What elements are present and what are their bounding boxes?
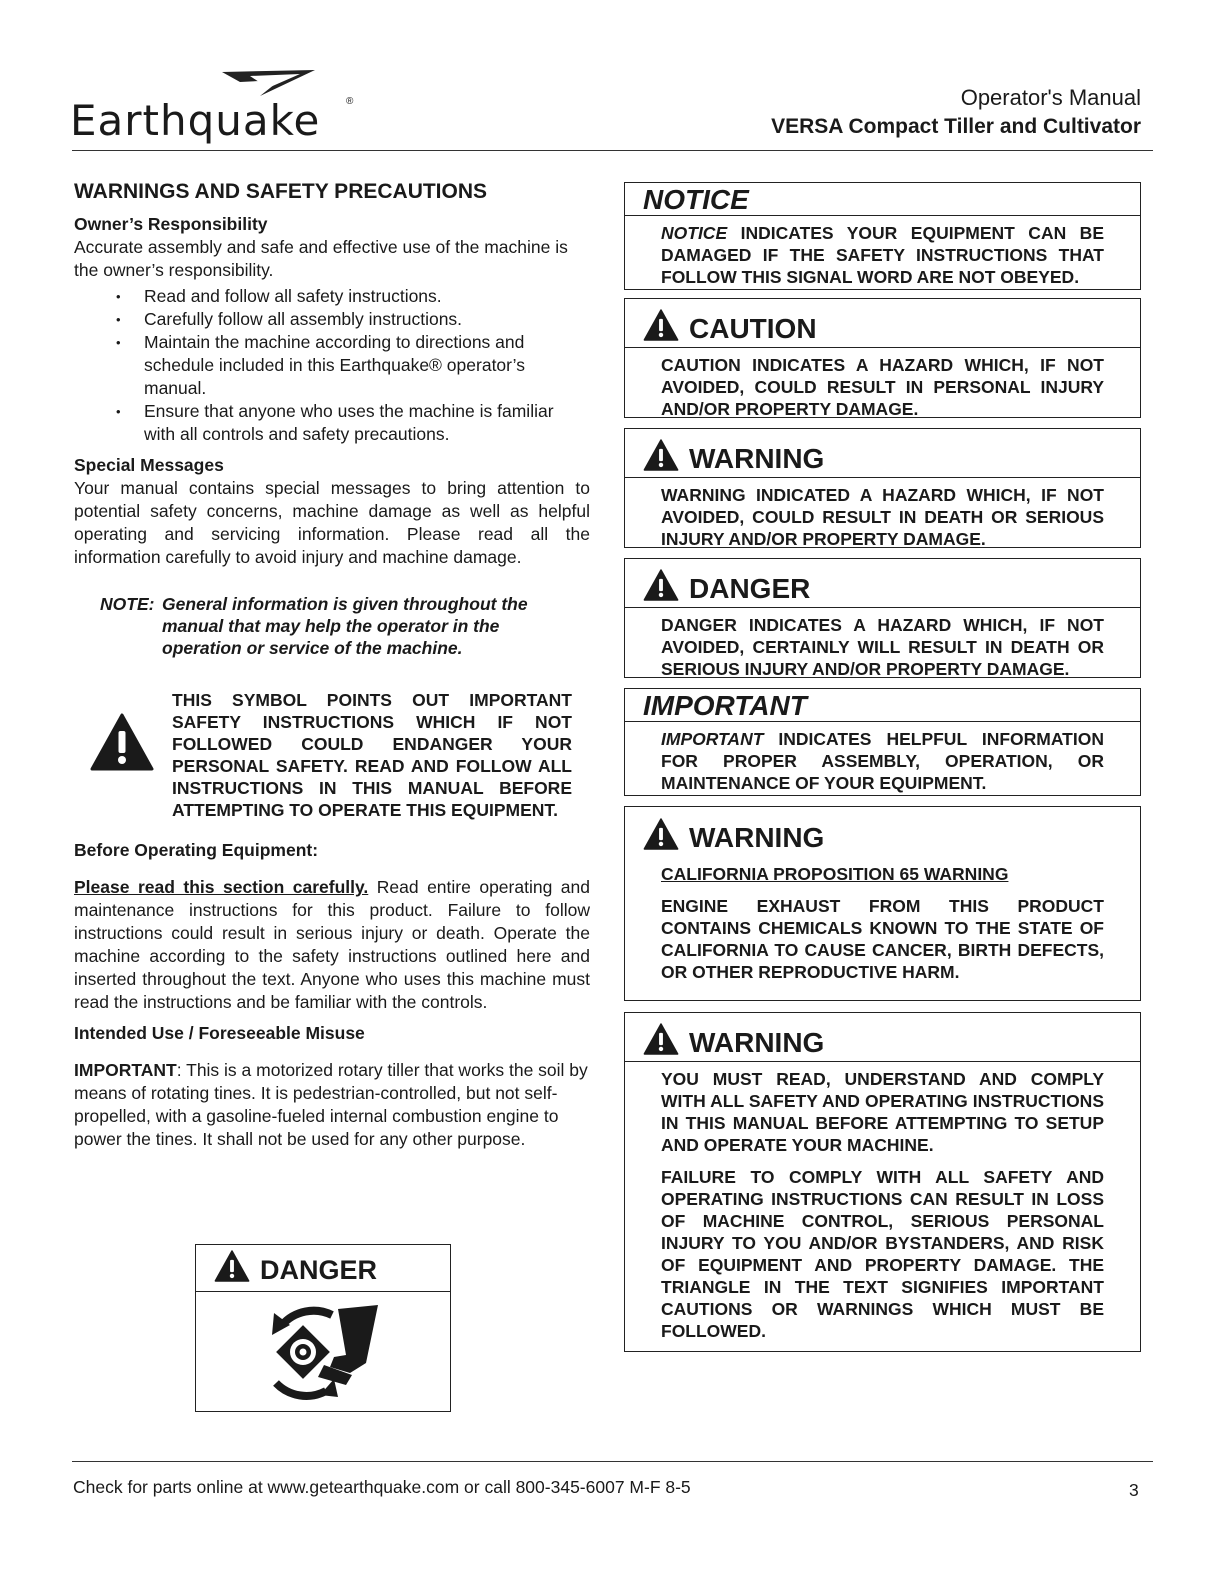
- left-column: [74, 180, 590, 1151]
- notice-lead: NOTICE: [661, 223, 728, 243]
- warning-1-title: WARNING: [689, 443, 825, 474]
- important-body: INDICATES HELPFUL INFORMATION FOR PROPER ASSEMBLY, OPERATION, OR MAINTENANCE OF YOUR EQUIPMENT.: [661, 729, 1104, 793]
- danger-decal-title: DANGER: [260, 1255, 378, 1285]
- footer-rule: [72, 1461, 1153, 1462]
- important-title: IMPORTANT: [625, 689, 1140, 722]
- warning-3-text-2: FAILURE TO COMPLY WITH ALL SAFETY AND OPERATING INSTRUCTIONS CAN RESULT IN LOSS OF MACHINE CONTROL, SERIOUS PERSONAL INJURY TO YOU AND/OR BYSTANDERS, AND RISK OF EQUIPMENT AND PROPERTY DAMAGE. THE TRIANGLE IN THE TEXT SIGNIFIES IMPORTANT CAUTIONS OR WARNINGS WHICH MUST BE FOLLOWED.: [661, 1167, 1104, 1341]
- logo-wordmark: Earthquake: [70, 96, 321, 145]
- warning-3-title: WARNING: [689, 1027, 825, 1058]
- intended-text: [74, 1059, 590, 1151]
- page-number: 3: [1129, 1480, 1139, 1500]
- owner-heading: Owner’s Responsibility: [74, 214, 268, 234]
- important-box: [624, 688, 1141, 796]
- note-text: General information is given throughout the manual that may help the operator in the operation or service of the machine.: [162, 594, 528, 658]
- warning-3-header: [625, 1013, 1140, 1062]
- before-lead: Please read this section carefully.: [74, 877, 369, 897]
- rotating-tine-hand-icon: [254, 1303, 394, 1403]
- important-text: [625, 722, 1140, 794]
- warning-2-header: [625, 807, 1140, 855]
- warning-box-3: [624, 1012, 1141, 1352]
- warning-2-title: WARNING: [689, 822, 825, 853]
- symbol-text: THIS SYMBOL POINTS OUT IMPORTANT SAFETY INSTRUCTIONS WHICH IF NOT FOLLOWED COULD ENDANGER YOUR PERSONAL SAFETY. READ AND FOLLOW ALL INSTRUCTIONS IN THIS MANUAL BEFORE ATTEMPTING TO OPERATE THIS EQUIPMENT.: [172, 690, 572, 820]
- warning-triangle-icon: [643, 569, 679, 601]
- danger-text: DANGER INDICATES A HAZARD WHICH, IF NOT AVOIDED, CERTAINLY WILL RESULT IN DEATH OR SERIOUS INJURY AND/OR PROPERTY DAMAGE.: [661, 615, 1104, 679]
- section-title: WARNINGS AND SAFETY PRECAUTIONS: [74, 180, 488, 203]
- list-item: • Ensure that anyone who uses the machine is familiar with all controls and safety precautions.: [74, 400, 574, 446]
- warning-1-header: [625, 429, 1140, 478]
- special-text: Your manual contains special messages to bring attention to potential safety concerns, machine damage as well as helpful operating and servicing information. Please read all the information carefully to avoid injury and machine damage.: [74, 478, 590, 567]
- owner-bullet-list: [74, 285, 590, 446]
- list-item: • Carefully follow all assembly instructions.: [74, 308, 574, 331]
- list-item: • Read and follow all safety instructions.: [74, 285, 574, 308]
- owner-text: Accurate assembly and safe and effective use of the machine is the owner’s responsibility.: [74, 237, 568, 280]
- warning-triangle-icon: [643, 818, 679, 850]
- caution-title: CAUTION: [689, 313, 817, 344]
- earthquake-logo: [70, 68, 370, 148]
- before-heading: Before Operating Equipment:: [74, 840, 319, 860]
- prop65-subtitle: CALIFORNIA PROPOSITION 65 WARNING: [661, 864, 1009, 884]
- danger-decal: [195, 1244, 451, 1412]
- note-label: NOTE:: [100, 594, 155, 614]
- logo-swoosh-icon: [220, 68, 320, 98]
- danger-box: [624, 558, 1141, 678]
- danger-title: DANGER: [689, 573, 811, 604]
- before-body: Read entire operating and maintenance instructions for this product. Failure to follow instructions could result in serious injury or death. Operate the machine according to the safety instructions outlined here and inserted throughout the text. Anyone who uses this machine must read the instructions and be familiar with the controls.: [74, 877, 590, 1012]
- special-heading: Special Messages: [74, 455, 224, 475]
- warning-box-1: [624, 428, 1141, 548]
- doc-type: Operator's Manual: [960, 85, 1141, 110]
- warning-box-prop65: [624, 806, 1141, 1001]
- caution-text: CAUTION INDICATES A HAZARD WHICH, IF NOT AVOIDED, COULD RESULT IN PERSONAL INJURY AND/OR PROPERTY DAMAGE.: [661, 355, 1104, 419]
- before-text: [74, 876, 590, 1014]
- caution-header: [625, 299, 1140, 348]
- important-label: IMPORTANT: [74, 1060, 177, 1080]
- intended-heading: Intended Use / Foreseeable Misuse: [74, 1023, 365, 1043]
- warning-triangle-icon: [643, 1023, 679, 1055]
- safety-symbol-block: [74, 689, 590, 825]
- note-block: [74, 593, 552, 659]
- product-name: VERSA Compact Tiller and Cultivator: [771, 115, 1141, 138]
- prop65-text: ENGINE EXHAUST FROM THIS PRODUCT CONTAINS CHEMICALS KNOWN TO THE STATE OF CALIFORNIA TO CAUSE CANCER, BIRTH DEFECTS, OR OTHER REPRODUCTIVE HARM.: [661, 896, 1104, 982]
- warning-triangle-icon: [214, 1250, 250, 1282]
- warning-triangle-icon: [643, 309, 679, 341]
- notice-text: [625, 216, 1140, 288]
- footer-text: Check for parts online at www.getearthquake.com or call 800-345-6007 M-F 8-5: [73, 1477, 691, 1497]
- important-lead: IMPORTANT: [661, 729, 764, 749]
- warning-2-content: [625, 855, 1140, 983]
- danger-header: [625, 559, 1140, 608]
- warning-3-text-1: YOU MUST READ, UNDERSTAND AND COMPLY WITH ALL SAFETY AND OPERATING INSTRUCTIONS IN THIS MANUAL BEFORE ATTEMPTING TO SETUP AND OPERATE YOUR MACHINE.: [661, 1069, 1104, 1155]
- notice-body: INDICATES YOUR EQUIPMENT CAN BE DAMAGED IF THE SAFETY INSTRUCTIONS THAT FOLLOW THIS SIGNAL WORD ARE NOT OBEYED.: [661, 223, 1104, 287]
- danger-decal-header: [196, 1245, 450, 1292]
- notice-title: NOTICE: [625, 183, 1140, 216]
- intended-body: : This is a motorized rotary tiller that works the soil by means of rotating tines. It is pedestrian-controlled, but not self-propelled, with a gasoline-fueled internal combustion engine to power the tines. It shall not be used for any other purpose.: [74, 1060, 588, 1149]
- list-item: • Maintain the machine according to directions and schedule included in this Earthquake® operator’s manual.: [74, 331, 574, 400]
- logo-registered-mark: ®: [346, 96, 354, 107]
- caution-box: [624, 298, 1141, 418]
- warning-1-text: WARNING INDICATED A HAZARD WHICH, IF NOT AVOIDED, COULD RESULT IN DEATH OR SERIOUS INJURY AND/OR PROPERTY DAMAGE.: [661, 485, 1104, 549]
- header-rule: [72, 150, 1153, 151]
- notice-box: [624, 182, 1141, 290]
- safety-alert-triangle-icon: [90, 713, 154, 771]
- warning-triangle-icon: [643, 439, 679, 471]
